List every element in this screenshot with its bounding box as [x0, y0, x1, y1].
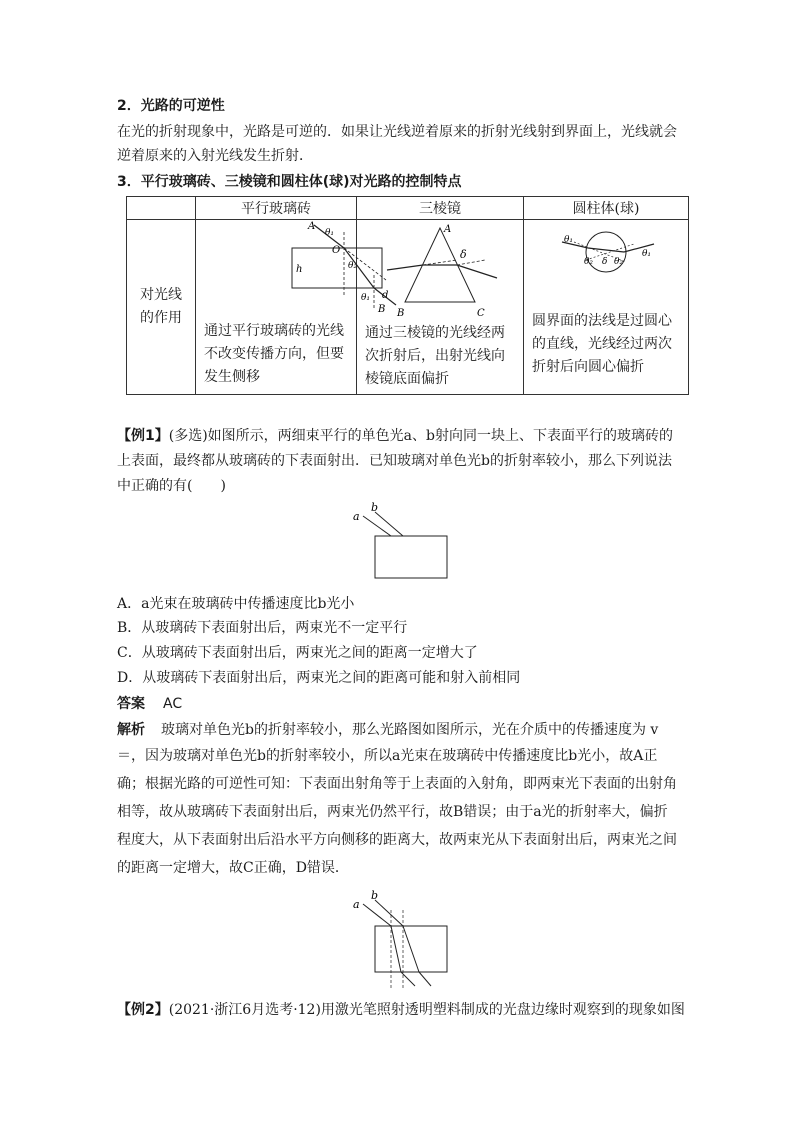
section2-body-line2: 逆着原来的入射光线发生折射． [117, 148, 313, 164]
example1-tag: 【例1】 [117, 428, 169, 444]
slab-label-h: h [296, 264, 303, 275]
cylinder-cell-text: 圆界面的法线是过圆心的直线，光线经过两次折射后向圆心偏折 [532, 313, 672, 375]
analysis-line6: 的距离一定增大，故C正确，D错误． [117, 860, 349, 876]
section2-heading: 2．光路的可逆性 [117, 98, 225, 114]
analysis-line4: 相等，故从玻璃砖下表面射出后，两束光仍然平行，故B错误；由于a光的折射率大，偏折 [117, 804, 668, 820]
slab-label-o: O [332, 245, 341, 256]
example2-line1 [117, 1000, 685, 1020]
slab-label-b: B [378, 304, 386, 315]
section2-body-line1: 在光的折射现象中，光路是可逆的．如果让光线逆着原来的折射光线射到界面上，光线就会 [117, 124, 677, 140]
prism-label-delta: δ [460, 248, 467, 261]
analysis-line5: 程度大，从下表面射出后沿水平方向侧移的距离大，故两束光从下表面射出后，两束光之间 [117, 832, 677, 848]
table-header-slab: 平行玻璃砖 [196, 197, 357, 220]
example1-figure [345, 502, 465, 582]
row-label-line1: 对光线 [140, 287, 182, 303]
section3-heading: 3．平行玻璃砖、三棱镜和圆柱体(球)对光路的控制特点 [117, 174, 462, 190]
cylinder-cell [524, 220, 689, 395]
cylinder-label-theta2-in: θ₂ [584, 257, 594, 267]
cylinder-diagram [524, 220, 688, 295]
answer-label: 答案 [117, 696, 145, 712]
slab-diagram [196, 220, 389, 320]
cylinder-label-theta2-out: θ₂ [614, 257, 624, 267]
table-header-empty [127, 197, 196, 220]
slab-label-d: d [382, 290, 389, 301]
example1-line1 [117, 426, 673, 446]
prism-label-b: B [397, 308, 405, 319]
analysis-line1-text: 玻璃对单色光b的折射率较小，那么光路图如图所示，光在介质中的传播速度为 v [161, 722, 659, 738]
prism-diagram [357, 220, 523, 330]
analysis-line2: ＝，因为玻璃对单色光b的折射率较小，所以a光束在玻璃砖中传播速度比b光小，故A正 [117, 748, 658, 764]
table-header-row [127, 197, 689, 220]
slab-label-theta1: θ₁ [325, 228, 335, 238]
option-a: A．a光束在玻璃砖中传播速度比b光小 [117, 596, 355, 612]
analysis-fig-label-b: b [371, 889, 379, 902]
prism-label-a: A [444, 224, 452, 235]
analysis-fig-label-a: a [353, 898, 360, 911]
cylinder-label-theta1-in: θ₁ [564, 235, 574, 245]
example1-line2: 上表面，最终都从玻璃砖的下表面射出．已知玻璃对单色光b的折射率较小，那么下列说法 [117, 453, 672, 469]
row-label [127, 220, 196, 395]
example2-tag: 【例2】 [117, 1002, 169, 1018]
slab-label-theta2: θ₂ [348, 261, 358, 271]
prism-cell [357, 220, 524, 395]
answer-value: AC [163, 696, 183, 712]
example1-line1-text: (多选)如图所示，两细束平行的单色光a、b射向同一块上、下表面平行的玻璃砖的 [168, 428, 673, 444]
slab-label-theta1-out: θ₁ [361, 293, 371, 303]
analysis-line1 [117, 720, 658, 740]
slab-label-a: A [308, 221, 316, 232]
answer-line [117, 694, 182, 714]
row-label-line2: 的作用 [140, 310, 182, 326]
prism-label-c: C [477, 308, 485, 319]
option-c: C．从玻璃砖下表面射出后，两束光之间的距离一定增大了 [117, 645, 478, 661]
table-header-prism: 三棱镜 [357, 197, 524, 220]
table-row [127, 220, 689, 395]
option-d: D．从玻璃砖下表面射出后，两束光之间的距离可能和射入前相同 [117, 670, 521, 686]
analysis-figure [345, 890, 455, 990]
example1-fig-label-b: b [371, 501, 379, 514]
example2-line1-text: (2021·浙江6月选考·12)用激光笔照射透明塑料制成的光盘边缘时观察到的现象如图 [168, 1002, 685, 1018]
example1-line3: 中正确的有( ) [117, 478, 226, 494]
analysis-line3: 确；根据光路的可逆性可知：下表面出射角等于上表面的入射角，即两束光下表面的出射角 [117, 776, 677, 792]
cylinder-label-theta1-out: θ₁ [642, 249, 652, 259]
table-header-cylinder: 圆柱体(球) [524, 197, 689, 220]
prism-cell-text: 通过三棱镜的光线经两次折射后，出射光线向棱镜底面偏折 [365, 325, 505, 387]
slab-cell [196, 220, 389, 395]
example1-fig-label-a: a [353, 510, 360, 523]
slab-cell-text: 通过平行玻璃砖的光线不改变传播方向，但要发生侧移 [204, 323, 344, 385]
option-b: B．从玻璃砖下表面射出后，两束光不一定平行 [117, 620, 408, 636]
analysis-label: 解析 [117, 722, 145, 738]
optics-features-table [126, 196, 689, 395]
cylinder-label-delta: δ [602, 257, 608, 267]
